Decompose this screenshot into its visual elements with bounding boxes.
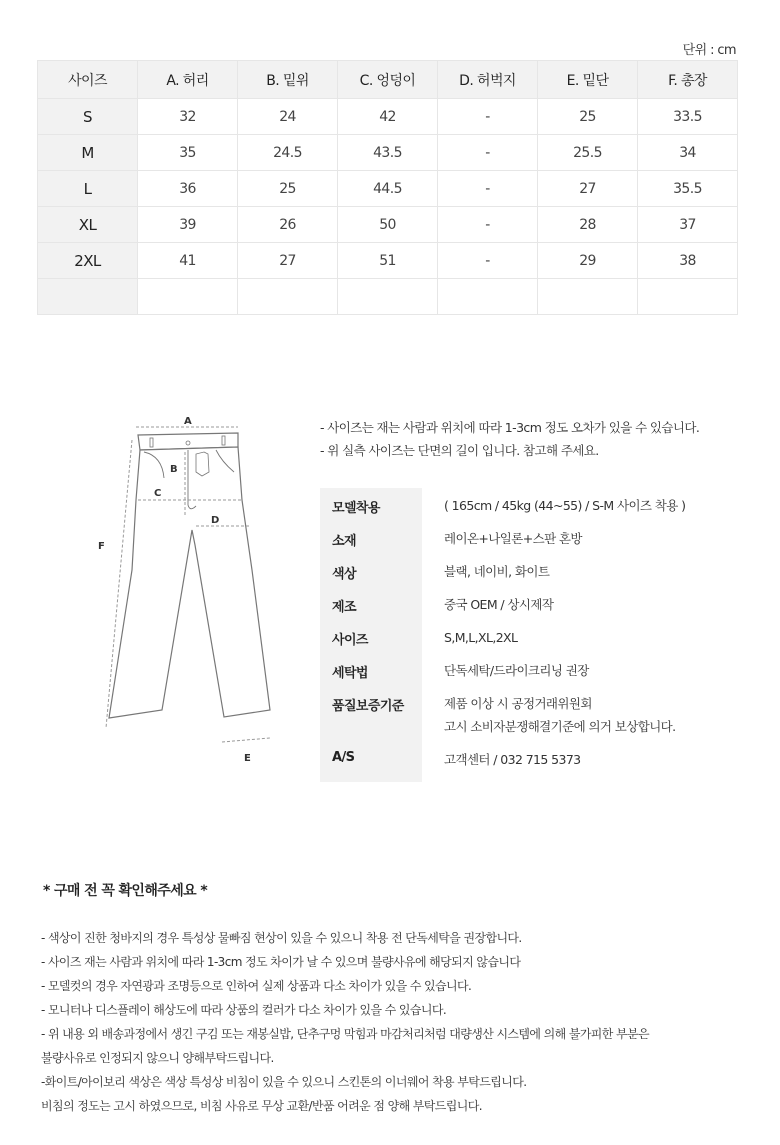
table-cell: 27: [538, 171, 638, 207]
label-e: E: [244, 753, 251, 764]
info-value-manufacture: 중국 OEM / 상시제작: [444, 597, 554, 612]
notice-line: - 모니터나 디스플레이 해상도에 따라 상품의 컬러가 다소 차이가 있을 수 있습니다.: [41, 1003, 447, 1017]
table-row: [38, 99, 738, 135]
table-cell: 44.5: [338, 171, 438, 207]
table-cell: 24.5: [238, 135, 338, 171]
table-cell: [638, 279, 738, 315]
table-cell: 27: [238, 243, 338, 279]
info-value-sizes: S,M,L,XL,2XL: [444, 630, 518, 645]
table-cell: -: [438, 243, 538, 279]
info-value-model: ( 165cm / 45kg (44~55) / S-M 사이즈 착용 ): [444, 498, 686, 513]
size-note-line: - 사이즈는 재는 사람과 위치에 따라 1-3cm 정도 오차가 있을 수 있습니다.: [320, 420, 700, 435]
size-cell: 2XL: [38, 243, 138, 279]
header-length: F. 총장: [638, 61, 738, 99]
info-value-washing: 단독세탁/드라이크리닝 권장: [444, 663, 589, 678]
info-key-warranty: 품질보증기준: [332, 699, 404, 714]
table-header-row: [38, 61, 738, 99]
info-key-material: 소재: [332, 534, 356, 549]
label-a: A: [184, 416, 192, 427]
size-note-line: - 위 실측 사이즈는 단면의 길이 입니다. 참고해 주세요.: [320, 443, 599, 458]
header-size: 사이즈: [38, 61, 138, 99]
size-notes: [320, 416, 699, 462]
info-key-sizes: 사이즈: [332, 633, 368, 648]
table-cell: 42: [338, 99, 438, 135]
label-c: C: [154, 488, 161, 499]
table-cell: [238, 279, 338, 315]
info-key-color: 색상: [332, 567, 356, 582]
header-hem: E. 밑단: [538, 61, 638, 99]
table-cell: [138, 279, 238, 315]
notice-line: - 사이즈 재는 사람과 위치에 따라 1-3cm 정도 차이가 날 수 있으며 불량사유에 해당되지 않습니다: [41, 955, 521, 969]
table-cell: 43.5: [338, 135, 438, 171]
size-cell: S: [38, 99, 138, 135]
table-cell: 25.5: [538, 135, 638, 171]
size-cell: XL: [38, 207, 138, 243]
table-cell: 32: [138, 99, 238, 135]
info-value-as: 고객센터 / 032 715 5373: [444, 752, 581, 767]
notice-list: [41, 926, 649, 1118]
table-cell: 33.5: [638, 99, 738, 135]
table-row: [38, 135, 738, 171]
info-value-material: 레이온+나일론+스판 혼방: [444, 531, 582, 546]
size-chart-table: [37, 60, 738, 315]
table-cell: 39: [138, 207, 238, 243]
notice-title: * 구매 전 꼭 확인해주세요 *: [43, 883, 208, 899]
table-cell: 35.5: [638, 171, 738, 207]
notice-line: - 모델컷의 경우 자연광과 조명등으로 인하여 실제 상품과 다소 차이가 있을 수 있습니다.: [41, 979, 472, 993]
unit-label: 단위 : cm: [682, 43, 736, 58]
size-cell: M: [38, 135, 138, 171]
table-cell: -: [438, 171, 538, 207]
pants-measurement-diagram: [92, 410, 282, 770]
notice-line: - 위 내용 외 배송과정에서 생긴 구김 또는 재봉실밥, 단추구멍 막힘과 마감처리처럼 대량생산 시스템에 의해 불가피한 부분은: [41, 1027, 649, 1041]
info-key-as: A/S: [332, 750, 355, 765]
header-rise: B. 밑위: [238, 61, 338, 99]
header-waist: A. 허리: [138, 61, 238, 99]
info-value-warranty-2: 고시 소비자분쟁해결기준에 의거 보상합니다.: [444, 719, 676, 734]
table-cell: 34: [638, 135, 738, 171]
table-cell: -: [438, 135, 538, 171]
table-cell: 26: [238, 207, 338, 243]
notice-line: 비침의 정도는 고시 하였으므로, 비침 사유로 무상 교환/반품 어려운 점 양해 부탁드립니다.: [41, 1099, 482, 1113]
table-cell: 38: [638, 243, 738, 279]
header-thigh: D. 허벅지: [438, 61, 538, 99]
info-key-manufacture: 제조: [332, 600, 356, 615]
info-value-warranty: 제품 이상 시 공정거래위원회: [444, 696, 592, 711]
table-row: [38, 171, 738, 207]
table-cell: 50: [338, 207, 438, 243]
info-key-washing: 세탁법: [332, 666, 368, 681]
notice-line: -화이트/아이보리 색상은 색상 특성상 비침이 있을 수 있으니 스킨톤의 이너웨어 착용 부탁드립니다.: [41, 1075, 527, 1089]
table-cell: -: [438, 207, 538, 243]
table-row-empty: [38, 279, 738, 315]
size-cell: [38, 279, 138, 315]
header-hip: C. 엉덩이: [338, 61, 438, 99]
table-cell: [538, 279, 638, 315]
size-cell: L: [38, 171, 138, 207]
table-cell: 25: [538, 99, 638, 135]
table-cell: [438, 279, 538, 315]
notice-line: - 색상이 진한 청바지의 경우 특성상 물빠짐 현상이 있을 수 있으니 착용 전 단독세탁을 권장합니다.: [41, 931, 522, 945]
table-row: [38, 243, 738, 279]
table-cell: 24: [238, 99, 338, 135]
notice-line: 불량사유로 인정되지 않으니 양해부탁드립니다.: [41, 1051, 274, 1065]
info-key-model: 모델착용: [332, 501, 380, 516]
table-row: [38, 207, 738, 243]
pants-illustration: [92, 410, 282, 770]
table-cell: 36: [138, 171, 238, 207]
table-cell: 37: [638, 207, 738, 243]
table-cell: 29: [538, 243, 638, 279]
table-cell: -: [438, 99, 538, 135]
info-value-color: 블랙, 네이비, 화이트: [444, 564, 550, 579]
label-d: D: [211, 515, 219, 526]
table-cell: 25: [238, 171, 338, 207]
label-f: F: [98, 541, 105, 552]
table-cell: [338, 279, 438, 315]
table-cell: 41: [138, 243, 238, 279]
label-b: B: [170, 464, 178, 475]
table-cell: 51: [338, 243, 438, 279]
table-cell: 35: [138, 135, 238, 171]
table-cell: 28: [538, 207, 638, 243]
